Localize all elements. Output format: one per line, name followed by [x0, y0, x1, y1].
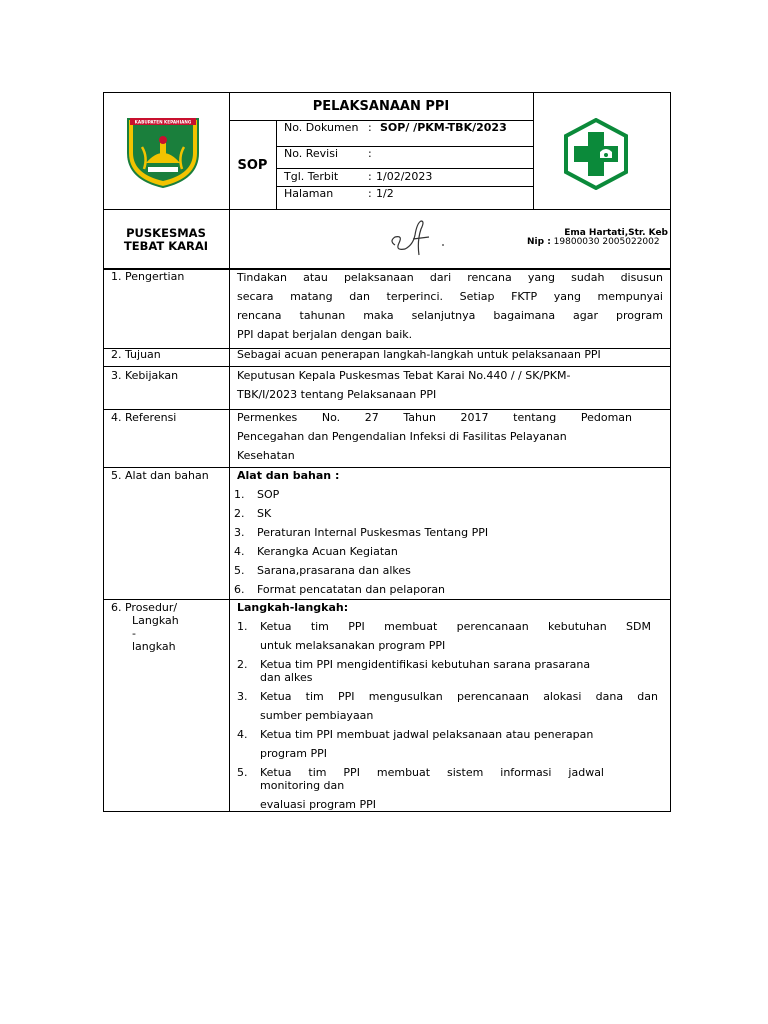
step-text-cont: untuk melaksanakan program PPI — [260, 639, 446, 652]
step-text-cont: monitoring dan — [260, 779, 345, 792]
field-sep-tgl-terbit: : — [368, 170, 372, 183]
nip-label: Nip : — [527, 237, 551, 247]
referensi-line: Pencegahan dan Pengendalian Infeksi di Fasilitas Pelayanan — [237, 430, 567, 443]
langkah-heading: Langkah-langkah: — [237, 601, 349, 614]
label-prosedur-3: - — [132, 627, 136, 640]
step-text: Ketua tim PPI membuat jadwal pelaksanaan atau penerapan — [260, 728, 594, 741]
field-label-no-dokumen: No. Dokumen — [284, 121, 359, 134]
field-label-halaman: Halaman — [284, 187, 334, 200]
step-number: 5. — [237, 766, 248, 779]
label-alat-bahan: 5. Alat dan bahan — [111, 469, 209, 482]
step-text: Ketua tim PPI mengusulkan perencanaan alokasi dana dan — [260, 690, 658, 703]
pengertian-line: secara matang dan terperinci. Setiap FKTP yang mempunyai — [237, 290, 663, 303]
pengertian-line: PPI dapat berjalan dengan baik. — [237, 328, 413, 341]
label-kebijakan: 3. Kebijakan — [111, 369, 179, 382]
kebijakan-line1: Keputusan Kepala Puskesmas Tebat Karai No.440 / / SK/PKM- — [237, 369, 571, 382]
pengertian-line: rencana tahunan maka selanjutnya bagaimana agar program — [237, 309, 663, 322]
referensi-text — [237, 408, 632, 465]
pengertian-line: Tindakan atau pelaksanaan dari rencana yang sudah disusun — [237, 271, 663, 284]
step-text-cont: dan alkes — [260, 671, 313, 684]
list-item: 5. Sarana,prasarana dan alkes — [234, 564, 411, 577]
step-text: Ketua tim PPI mengidentifikasi kebutuhan sarana prasarana — [260, 658, 591, 671]
list-item: 1. SOP — [234, 488, 280, 501]
label-tujuan: 2. Tujuan — [111, 348, 161, 361]
step-number: 2. — [237, 658, 248, 671]
institution-name-line1: PUSKESMAS — [126, 226, 206, 240]
step-text: Ketua tim PPI membuat sistem informasi jadwal — [260, 766, 604, 779]
field-value-tgl-terbit: 1/02/2023 — [376, 170, 433, 183]
health-cross-icon — [560, 118, 632, 190]
sop-label: SOP — [237, 158, 268, 173]
field-sep-halaman: : — [368, 187, 372, 200]
step-text-cont: sumber pembiayaan — [260, 709, 374, 722]
step-number: 3. — [237, 690, 248, 703]
field-sep-no-revisi: : — [368, 147, 372, 160]
field-label-tgl-terbit: Tgl. Terbit — [284, 170, 339, 183]
institution-name-line2: TEBAT KARAI — [123, 239, 209, 253]
label-pengertian: 1. Pengertian — [111, 270, 185, 283]
list-item: 2. SK — [234, 507, 272, 520]
referensi-line: Kesehatan — [237, 449, 295, 462]
tujuan-text: Sebagai acuan penerapan langkah-langkah untuk pelaksanaan PPI — [237, 348, 601, 361]
label-prosedur-4: langkah — [132, 640, 176, 653]
regency-logo — [124, 113, 202, 189]
step-text-cont: program PPI — [260, 747, 327, 760]
signature-icon — [385, 215, 455, 259]
step-number: 1. — [237, 620, 248, 633]
signer-name: Ema Hartati,Str. Keb — [564, 228, 668, 238]
list-item: 6. Format pencatatan dan pelaporan — [234, 583, 446, 596]
document-title: PELAKSANAAN PPI — [312, 99, 450, 114]
kebijakan-line2: TBK/I/2023 tentang Pelaksanaan PPI — [237, 388, 437, 401]
label-prosedur-2: Langkah — [132, 614, 179, 627]
list-item: 4. Kerangka Acuan Kegiatan — [234, 545, 398, 558]
health-logo — [560, 118, 632, 190]
referensi-line: Permenkes No. 27 Tahun 2017 tentang Pedoman — [237, 411, 632, 424]
label-prosedur-1: 6. Prosedur/ — [111, 601, 178, 614]
alat-bahan-heading: Alat dan bahan : — [237, 469, 340, 482]
signature — [385, 215, 455, 259]
field-sep-no-dokumen: : — [368, 121, 372, 134]
nip-value: 19800030 2005022002 — [553, 237, 660, 247]
field-value-halaman: 1/2 — [376, 187, 394, 200]
list-item: 3. Peraturan Internal Puskesmas Tentang PPI — [234, 526, 489, 539]
step-number: 4. — [237, 728, 248, 741]
field-value-no-dokumen: SOP/ /PKM-TBK/2023 — [380, 121, 507, 134]
label-referensi: 4. Referensi — [111, 411, 177, 424]
field-label-no-revisi: No. Revisi — [284, 147, 339, 160]
logo-ribbon-text: KABUPATEN KEPAHIANG — [134, 119, 192, 125]
step-text: Ketua tim PPI membuat perencanaan kebutuhan SDM — [260, 620, 651, 633]
alat-bahan-list — [234, 485, 654, 599]
step-text-cont: evaluasi program PPI — [260, 798, 377, 811]
pengertian-text — [237, 268, 663, 344]
signer-nip — [527, 237, 660, 248]
regency-emblem-icon — [124, 113, 202, 189]
